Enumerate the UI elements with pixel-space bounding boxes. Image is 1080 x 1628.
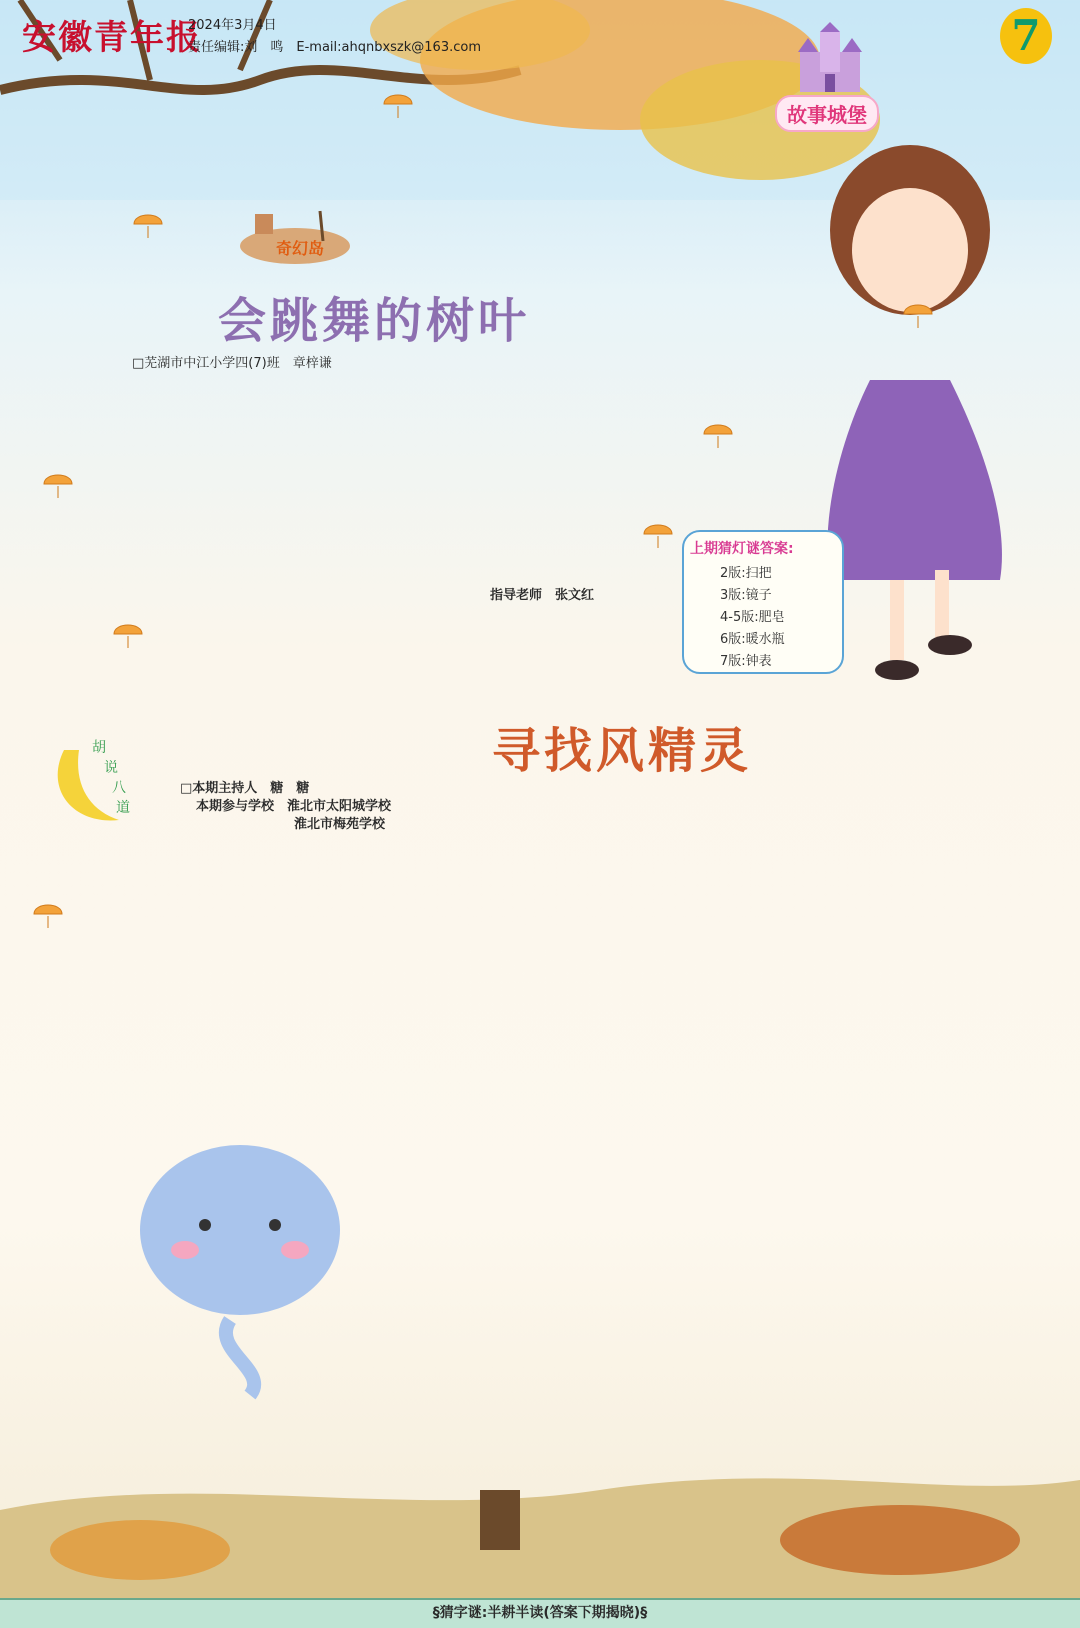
wind-spirit-illustration bbox=[130, 1120, 370, 1400]
answer-item: 6版:暖水瓶 bbox=[720, 632, 785, 647]
editor-line: 责任编辑:刘 鸣 E-mail:ahqnbxszk@163.com bbox=[188, 40, 481, 55]
article1-title: 会跳舞的树叶 bbox=[218, 293, 531, 349]
answer-item: 7版:钟表 bbox=[720, 654, 772, 669]
riddle-answers-title: 上期猜灯谜答案: bbox=[690, 541, 794, 557]
host-line: □本期主持人 糖 糖 bbox=[180, 781, 310, 796]
article2-title: 寻找风精灵 bbox=[492, 723, 753, 779]
footer-riddle: §猜字谜:半耕半读(答案下期揭晓)§ bbox=[0, 1598, 1080, 1628]
answer-item: 4-5版:肥皂 bbox=[720, 610, 785, 625]
issue-date: 2024年3月4日 bbox=[188, 18, 277, 33]
castle-icon bbox=[790, 22, 870, 92]
article1-teacher: 指导老师 张文红 bbox=[490, 588, 595, 603]
ginkgo-leaf-icon bbox=[110, 620, 146, 650]
article1-byline: □芜湖市中江小学四(7)班 章梓谦 bbox=[132, 356, 332, 371]
ginkgo-leaf-icon bbox=[380, 90, 416, 120]
ginkgo-leaf-icon bbox=[900, 300, 936, 330]
section-label: 故事城堡 bbox=[775, 95, 879, 132]
svg-text:八: 八 bbox=[112, 780, 126, 796]
answer-item: 3版:镜子 bbox=[720, 588, 772, 603]
autumn-ground-illustration bbox=[0, 1430, 1080, 1620]
schools-line-2: 淮北市梅苑学校 bbox=[294, 817, 386, 832]
page-number: 7 bbox=[1000, 8, 1052, 64]
ginkgo-leaf-icon bbox=[640, 520, 676, 550]
masthead: 安徽青年报 bbox=[22, 18, 202, 58]
schools-line-1: 本期参与学校 淮北市太阳城学校 bbox=[196, 799, 392, 814]
ginkgo-leaf-icon bbox=[130, 210, 166, 240]
article2-byline bbox=[180, 780, 391, 834]
answer-item: 2版:扫把 bbox=[720, 566, 772, 581]
svg-text:胡: 胡 bbox=[92, 740, 106, 756]
banana-mascot-icon bbox=[44, 730, 134, 830]
ginkgo-leaf-icon bbox=[30, 900, 66, 930]
ginkgo-leaf-icon bbox=[40, 470, 76, 500]
svg-text:说: 说 bbox=[104, 760, 118, 776]
ginkgo-leaf-icon bbox=[700, 420, 736, 450]
column-tag-island: 奇幻岛 bbox=[276, 239, 325, 258]
svg-text:道: 道 bbox=[116, 800, 130, 816]
